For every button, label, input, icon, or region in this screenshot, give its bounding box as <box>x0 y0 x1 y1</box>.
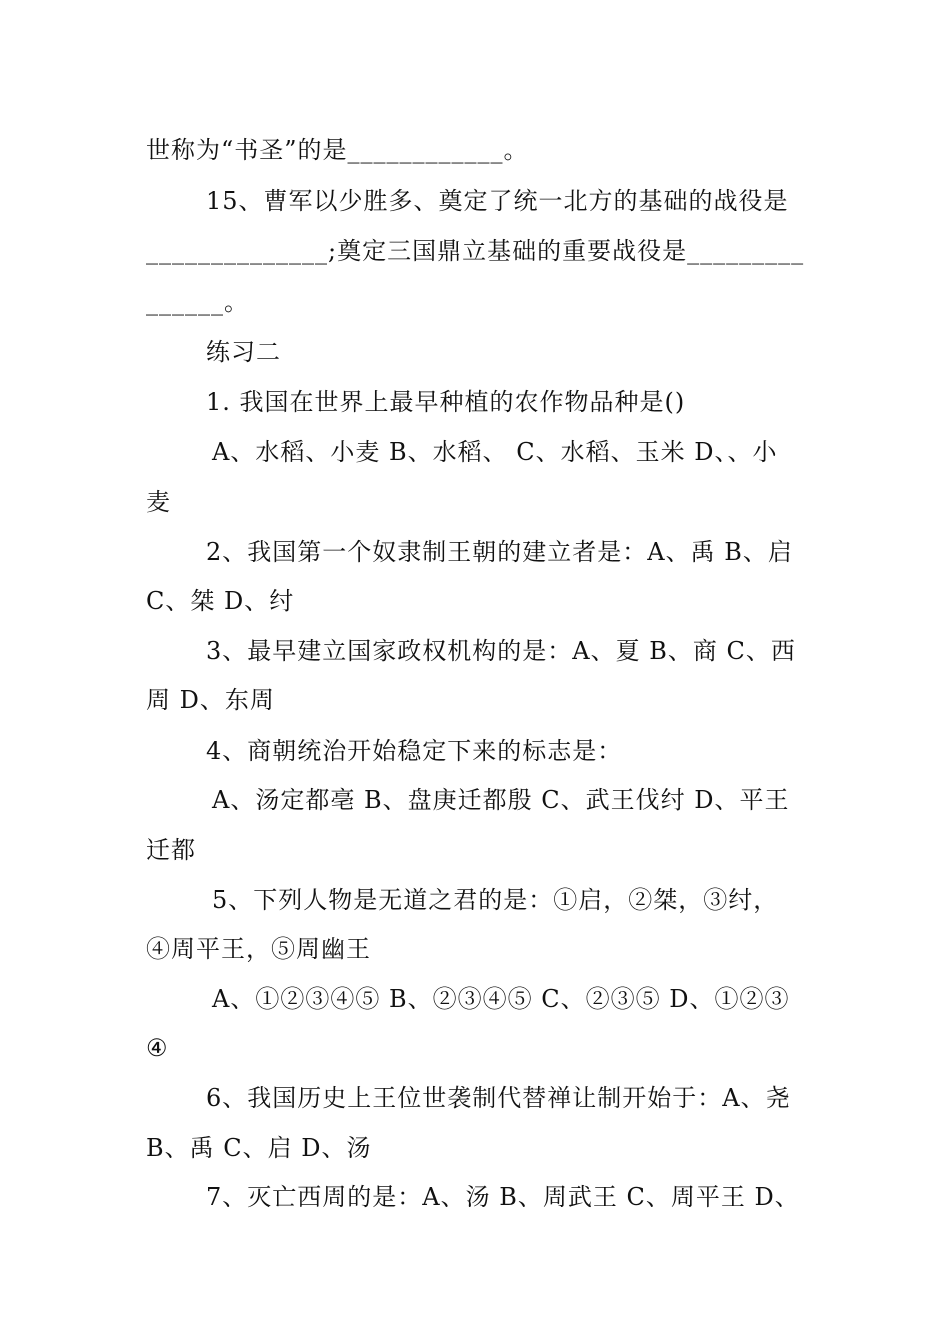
question-2: 2、我国第一个奴隶制王朝的建立者是：A、禹 B、启 <box>206 538 793 566</box>
text-line: ______。 <box>146 288 249 316</box>
question-7: 7、灭亡西周的是：A、汤 B、周武王 C、周平王 D、 <box>206 1183 800 1211</box>
question-15: 15、曹军以少胜多、奠定了统一北方的基础的战役是 <box>206 187 789 215</box>
text-line: 麦 <box>146 488 171 516</box>
text-line: 迁都 <box>146 836 196 864</box>
question-5-options: A、①②③④⑤ B、②③④⑤ C、②③⑤ D、①②③ <box>212 985 790 1013</box>
section-heading: 练习二 <box>206 338 281 366</box>
text-line: ④ <box>146 1034 169 1062</box>
question-5: 5、下列人物是无道之君的是：①启，②桀，③纣， <box>212 886 779 914</box>
text-line: ______________;奠定三国鼎立基础的重要战役是_________ <box>146 237 805 265</box>
question-1-options: A、水稻、小麦 B、水稻、 C、水稻、玉米 D、、小 <box>212 438 778 466</box>
text-line: ④周平王，⑤周幽王 <box>146 935 371 963</box>
text-line: 周 D、东周 <box>146 686 275 714</box>
question-3: 3、最早建立国家政权机构的是：A、夏 B、商 C、西 <box>206 637 796 665</box>
text-line: C、桀 D、纣 <box>146 587 295 615</box>
text-line: B、禹 C、启 D、汤 <box>146 1134 372 1162</box>
question-4-options: A、汤定都亳 B、盘庚迁都殷 C、武王伐纣 D、平王 <box>212 786 790 814</box>
question-1: 1. 我国在世界上最早种植的农作物品种是() <box>206 388 686 416</box>
question-6: 6、我国历史上王位世袭制代替禅让制开始于：A、尧 <box>206 1084 791 1112</box>
text-line: 世称为“书圣”的是____________。 <box>146 136 529 164</box>
question-4: 4、商朝统治开始稳定下来的标志是： <box>206 737 623 765</box>
